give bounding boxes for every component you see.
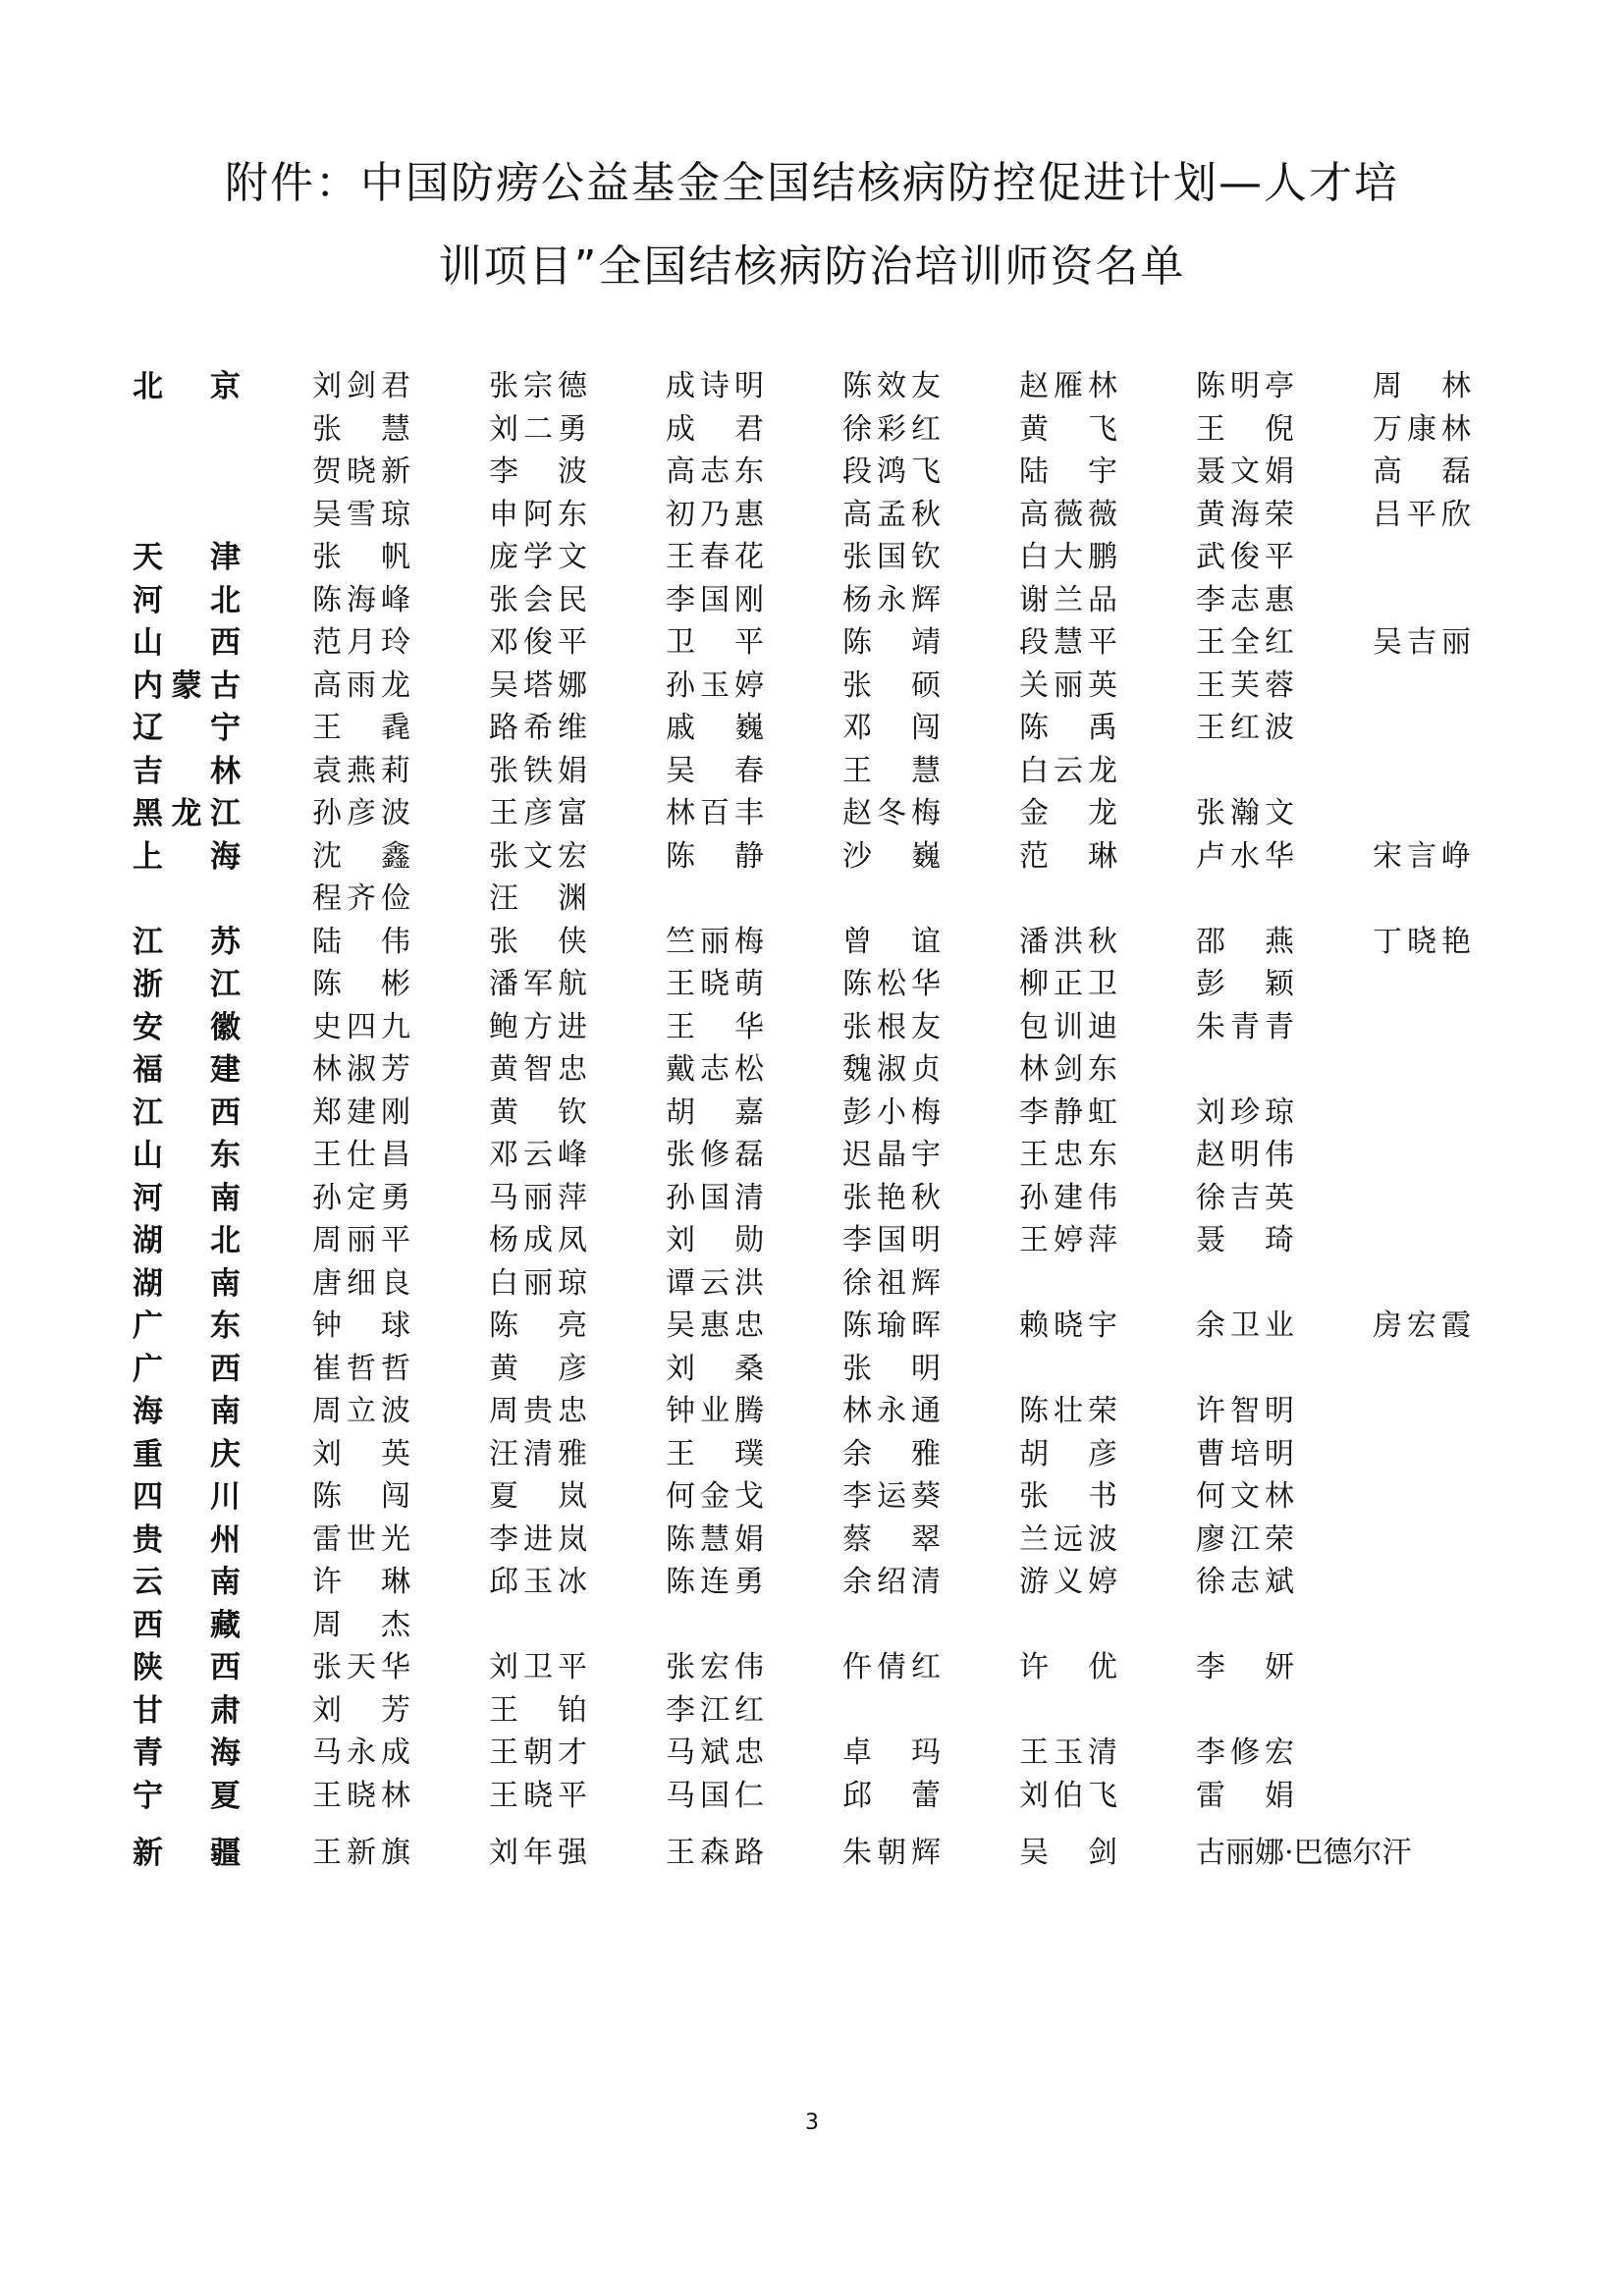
trainer-name: 王慧 (842, 753, 941, 788)
trainer-name: 周贵忠 (489, 1394, 587, 1428)
trainer-name: 戴志松 (666, 1052, 764, 1087)
trainer-name: 胡嘉 (666, 1095, 764, 1130)
trainer-name: 廖江荣 (1196, 1522, 1294, 1557)
province-label: 广东 (133, 1308, 241, 1344)
trainer-name: 郑建刚 (312, 1095, 410, 1130)
trainer-name: 钟球 (312, 1308, 410, 1343)
trainer-name: 路希维 (489, 711, 587, 745)
roster-row (0, 1775, 1624, 1818)
roster-row (0, 451, 1624, 494)
trainer-name: 李修宏 (1196, 1735, 1294, 1770)
province-label: 湖南 (133, 1265, 241, 1302)
trainer-name: 陈连勇 (666, 1565, 764, 1599)
trainer-name: 吴雪琼 (312, 497, 410, 532)
trainer-name: 柳正卫 (1019, 967, 1117, 1001)
trainer-name: 初乃惠 (666, 497, 764, 532)
trainer-name: 王仕昌 (312, 1138, 410, 1172)
province-label: 安徽 (133, 1009, 241, 1045)
trainer-name: 刘芳 (312, 1692, 410, 1728)
province-label: 青海 (133, 1735, 241, 1771)
trainer-name: 宋言峥 (1373, 838, 1471, 874)
trainer-name: 高磊 (1373, 454, 1471, 489)
trainer-name: 张慧 (312, 411, 410, 447)
trainer-name: 刘珍琼 (1196, 1095, 1294, 1130)
province-label: 江苏 (133, 924, 241, 960)
trainer-name: 潘军航 (489, 967, 587, 1001)
trainer-name: 申阿东 (489, 497, 587, 532)
trainer-name: 许琳 (312, 1565, 410, 1599)
trainer-name: 邓闯 (842, 711, 941, 745)
roster-row (0, 365, 1624, 408)
trainer-name: 高雨龙 (312, 667, 410, 703)
trainer-name: 丁晓艳 (1373, 924, 1471, 959)
trainer-name: 王毳 (312, 711, 410, 745)
page-number: 3 (805, 2110, 819, 2135)
province-label: 吉林 (133, 753, 241, 789)
trainer-name: 余雅 (842, 1436, 941, 1471)
province-label: 湖北 (133, 1223, 241, 1258)
trainer-name: 张国钦 (842, 540, 941, 574)
trainer-name: 王芙蓉 (1196, 667, 1294, 703)
trainer-name: 袁燕莉 (312, 753, 410, 788)
trainer-name: 高薇薇 (1019, 497, 1117, 532)
trainer-name: 李静虹 (1019, 1095, 1117, 1130)
roster-row (0, 707, 1624, 750)
trainer-name: 李妍 (1196, 1650, 1294, 1684)
trainer-name: 马永成 (312, 1735, 410, 1770)
trainer-name: 陈禹 (1019, 711, 1117, 745)
trainer-name: 陈慧娟 (666, 1522, 764, 1557)
trainer-name: 史四九 (312, 1009, 410, 1044)
trainer-name: 彭小梅 (842, 1095, 941, 1130)
trainer-name: 赖晓宇 (1019, 1308, 1117, 1343)
trainer-name: 关丽英 (1019, 667, 1117, 703)
trainer-name: 陈明亭 (1196, 369, 1294, 403)
province-label: 陕西 (133, 1650, 241, 1685)
trainer-name: 刘二勇 (489, 411, 587, 447)
trainer-name: 张会民 (489, 582, 587, 617)
trainer-name: 吴吉丽 (1373, 625, 1471, 660)
province-label: 河南 (133, 1180, 241, 1216)
trainer-name: 沈鑫 (312, 838, 410, 874)
roster-row (0, 1177, 1624, 1220)
roster-row (0, 1832, 1624, 1875)
roster-row (0, 1475, 1624, 1519)
trainer-name: 陈海峰 (312, 582, 410, 617)
roster-row (0, 1604, 1624, 1647)
province-label: 上海 (133, 838, 241, 875)
province-label: 云南 (133, 1565, 241, 1600)
trainer-name: 林剑东 (1019, 1052, 1117, 1087)
trainer-name: 马丽萍 (489, 1180, 587, 1215)
trainer-name: 张明 (842, 1351, 941, 1386)
trainer-name: 谭云洪 (666, 1265, 764, 1301)
trainer-name: 张硕 (842, 667, 941, 703)
province-label: 四川 (133, 1479, 241, 1515)
trainer-name: 吴剑 (1019, 1836, 1117, 1870)
trainer-name: 王铂 (489, 1692, 587, 1728)
trainer-name: 汪渊 (489, 881, 587, 916)
roster-row (0, 1689, 1624, 1733)
trainer-name: 林永通 (842, 1394, 941, 1428)
trainer-name: 杨成凤 (489, 1223, 587, 1257)
province-label: 辽宁 (133, 711, 241, 746)
trainer-name: 周杰 (312, 1607, 410, 1642)
roster-row (0, 408, 1624, 452)
trainer-name: 白大鹏 (1019, 540, 1117, 574)
trainer-name: 邵燕 (1196, 924, 1294, 959)
trainer-name: 古丽娜·巴德尔汗 (1196, 1836, 1412, 1870)
trainer-name: 李波 (489, 454, 587, 489)
trainer-name: 邓俊平 (489, 625, 587, 660)
province-label: 广西 (133, 1351, 241, 1387)
roster-row (0, 1092, 1624, 1135)
trainer-name: 徐吉英 (1196, 1180, 1294, 1215)
trainer-name: 孙彦波 (312, 796, 410, 830)
roster-row (0, 1134, 1624, 1177)
trainer-name: 李江红 (666, 1692, 764, 1728)
trainer-name: 王晓林 (312, 1778, 410, 1813)
trainer-name: 林淑芳 (312, 1052, 410, 1087)
trainer-name: 卢水华 (1196, 838, 1294, 874)
trainer-name: 黄海荣 (1196, 497, 1294, 532)
trainer-name: 黄智忠 (489, 1052, 587, 1087)
roster-row (0, 494, 1624, 537)
province-label: 新疆 (133, 1836, 241, 1871)
province-label: 山西 (133, 625, 241, 661)
trainer-name: 陈亮 (489, 1308, 587, 1343)
roster-row (0, 792, 1624, 835)
trainer-name: 余卫业 (1196, 1308, 1294, 1343)
trainer-name: 张帆 (312, 540, 410, 574)
trainer-name: 包训迪 (1019, 1009, 1117, 1044)
trainer-name: 崔哲哲 (312, 1351, 410, 1386)
province-label: 重庆 (133, 1436, 241, 1472)
trainer-name: 兰远波 (1019, 1522, 1117, 1557)
trainer-name: 吴惠忠 (666, 1308, 764, 1343)
trainer-name: 孙定勇 (312, 1180, 410, 1215)
trainer-name: 杨永辉 (842, 582, 941, 617)
trainer-name: 刘勋 (666, 1223, 764, 1257)
trainer-name: 张书 (1019, 1479, 1117, 1514)
trainer-name: 王晓平 (489, 1778, 587, 1813)
trainer-name: 陆伟 (312, 924, 410, 959)
trainer-name: 邱玉冰 (489, 1565, 587, 1599)
document-title-line-1: 附件：中国防痨公益基金全国结核病防控促进计划—人才培 (225, 158, 1399, 208)
trainer-name: 万康林 (1373, 411, 1471, 447)
trainer-name: 王新旗 (312, 1836, 410, 1870)
trainer-name: 白丽琼 (489, 1265, 587, 1301)
trainer-name: 张铁娟 (489, 753, 587, 788)
trainer-name: 张艳秋 (842, 1180, 941, 1215)
trainer-name: 王全红 (1196, 625, 1294, 660)
roster-row (0, 1390, 1624, 1433)
trainer-name: 邱蕾 (842, 1778, 941, 1813)
trainer-name: 赵冬梅 (842, 796, 941, 830)
trainer-name: 鲍方进 (489, 1009, 587, 1044)
roster-row (0, 579, 1624, 622)
province-label: 山东 (133, 1138, 241, 1173)
trainer-name: 周丽平 (312, 1223, 410, 1257)
trainer-name: 雷世光 (312, 1522, 410, 1557)
trainer-name: 王玉清 (1019, 1735, 1117, 1770)
trainer-name: 卫平 (666, 625, 764, 660)
trainer-name: 武俊平 (1196, 540, 1294, 574)
trainer-name: 徐彩红 (842, 411, 941, 447)
trainer-name: 沙巍 (842, 838, 941, 874)
roster-row (0, 1348, 1624, 1391)
province-label: 贵州 (133, 1522, 241, 1558)
roster-row (0, 878, 1624, 921)
trainer-name: 王华 (666, 1009, 764, 1044)
roster-row (0, 1048, 1624, 1092)
province-label: 浙江 (133, 967, 241, 1002)
trainer-name: 李运葵 (842, 1479, 941, 1514)
trainer-name: 唐细良 (312, 1265, 410, 1301)
trainer-name: 谢兰品 (1019, 582, 1117, 617)
trainer-name: 迟晶宇 (842, 1138, 941, 1172)
trainer-name: 卓玛 (842, 1735, 941, 1770)
trainer-name: 陈静 (666, 838, 764, 874)
trainer-name: 张根友 (842, 1009, 941, 1044)
trainer-name: 李志惠 (1196, 582, 1294, 617)
trainer-name: 黄飞 (1019, 411, 1117, 447)
trainer-name: 徐祖辉 (842, 1265, 941, 1301)
trainer-name: 马斌忠 (666, 1735, 764, 1770)
roster-row (0, 835, 1624, 879)
trainer-name: 聂文娟 (1196, 454, 1294, 489)
roster-row (0, 963, 1624, 1006)
trainer-name: 张修磊 (666, 1138, 764, 1172)
trainer-name: 王春花 (666, 540, 764, 574)
trainer-name: 段鸿飞 (842, 454, 941, 489)
trainer-name: 范琳 (1019, 838, 1117, 874)
trainer-name: 高孟秋 (842, 497, 941, 532)
trainer-name: 蔡翠 (842, 1522, 941, 1557)
trainer-name: 张宏伟 (666, 1650, 764, 1684)
trainer-name: 范月玲 (312, 625, 410, 660)
province-label: 甘肃 (133, 1692, 241, 1729)
trainer-name: 朱青青 (1196, 1009, 1294, 1044)
roster-row (0, 665, 1624, 708)
trainer-name: 朱朝辉 (842, 1836, 941, 1870)
trainer-name: 游义婷 (1019, 1565, 1117, 1599)
roster-row (0, 921, 1624, 964)
roster-row (0, 1646, 1624, 1689)
trainer-name: 周林 (1373, 369, 1471, 403)
trainer-name: 许智明 (1196, 1394, 1294, 1428)
trainer-name: 汪清雅 (489, 1436, 587, 1471)
trainer-name: 夏岚 (489, 1479, 587, 1514)
roster-row (0, 1262, 1624, 1306)
trainer-name: 何文林 (1196, 1479, 1294, 1514)
trainer-name: 吴春 (666, 753, 764, 788)
trainer-name: 刘英 (312, 1436, 410, 1471)
roster-row (0, 1006, 1624, 1049)
province-label: 宁夏 (133, 1778, 241, 1814)
roster-row (0, 1219, 1624, 1262)
trainer-name: 陈效友 (842, 369, 941, 403)
trainer-name: 马国仁 (666, 1778, 764, 1813)
trainer-name: 王红波 (1196, 711, 1294, 745)
trainer-name: 王彦富 (489, 796, 587, 830)
trainer-name: 张天华 (312, 1650, 410, 1684)
trainer-name: 雷娟 (1196, 1778, 1294, 1813)
province-label: 黑龙江 (133, 796, 241, 831)
trainer-name: 金龙 (1019, 796, 1117, 830)
trainer-name: 张宗德 (489, 369, 587, 403)
trainer-name: 彭颖 (1196, 967, 1294, 1001)
trainer-name: 何金戈 (666, 1479, 764, 1514)
trainer-name: 邓云峰 (489, 1138, 587, 1172)
trainer-name: 陈壮荣 (1019, 1394, 1117, 1428)
trainer-name: 成君 (666, 411, 764, 447)
roster-row (0, 1433, 1624, 1476)
trainer-name: 孙玉婷 (666, 667, 764, 703)
trainer-name: 周立波 (312, 1394, 410, 1428)
roster-row (0, 536, 1624, 579)
roster-row (0, 1519, 1624, 1562)
province-label: 西藏 (133, 1607, 241, 1643)
trainer-name: 段慧平 (1019, 625, 1117, 660)
trainer-name: 赵明伟 (1196, 1138, 1294, 1172)
trainer-name: 陈瑜晖 (842, 1308, 941, 1343)
trainer-name: 程齐俭 (312, 881, 410, 916)
trainer-name: 刘年强 (489, 1836, 587, 1870)
trainer-name: 刘伯飞 (1019, 1778, 1117, 1813)
trainer-name: 孙国清 (666, 1180, 764, 1215)
trainer-name: 刘剑君 (312, 369, 410, 403)
trainer-name: 张文宏 (489, 838, 587, 874)
trainer-name: 高志东 (666, 454, 764, 489)
trainer-name: 曹培明 (1196, 1436, 1294, 1471)
trainer-name: 徐志斌 (1196, 1565, 1294, 1599)
roster-row (0, 1732, 1624, 1775)
trainer-name: 张侠 (489, 924, 587, 959)
roster-row (0, 750, 1624, 793)
province-label: 北京 (133, 369, 241, 404)
trainer-name: 戚巍 (666, 711, 764, 745)
trainer-name: 陈靖 (842, 625, 941, 660)
trainer-name: 李国刚 (666, 582, 764, 617)
trainer-name: 陈彬 (312, 967, 410, 1001)
trainer-name: 黄钦 (489, 1095, 587, 1130)
roster-row (0, 1305, 1624, 1348)
province-label: 天津 (133, 540, 241, 575)
trainer-name: 黄彦 (489, 1351, 587, 1386)
trainer-name: 刘桑 (666, 1351, 764, 1386)
trainer-name: 余绍清 (842, 1565, 941, 1599)
trainer-name: 房宏霞 (1373, 1308, 1471, 1343)
trainer-name: 庞学文 (489, 540, 587, 574)
trainer-name: 竺丽梅 (666, 924, 764, 959)
trainer-name: 孙建伟 (1019, 1180, 1117, 1215)
trainer-name: 王朝才 (489, 1735, 587, 1770)
trainer-name: 张瀚文 (1196, 796, 1294, 830)
trainer-name: 王忠东 (1019, 1138, 1117, 1172)
trainer-name: 王璞 (666, 1436, 764, 1471)
trainer-name: 赵雁林 (1019, 369, 1117, 403)
trainer-name: 聂琦 (1196, 1223, 1294, 1257)
document-title-line-2: 训项目”全国结核病防治培训师资名单 (438, 241, 1186, 292)
trainer-name: 吴塔娜 (489, 667, 587, 703)
trainer-name: 仵倩红 (842, 1650, 941, 1684)
trainer-name: 王倪 (1196, 411, 1294, 447)
province-label: 江西 (133, 1095, 241, 1131)
trainer-name: 白云龙 (1019, 753, 1117, 788)
roster-row (0, 1561, 1624, 1604)
province-label: 内蒙古 (133, 667, 241, 704)
trainer-name: 陆宇 (1019, 454, 1117, 489)
trainer-name: 王森路 (666, 1836, 764, 1870)
trainer-name: 王婷萍 (1019, 1223, 1117, 1257)
province-label: 河北 (133, 582, 241, 618)
trainer-name: 钟业腾 (666, 1394, 764, 1428)
trainer-name: 陈松华 (842, 967, 941, 1001)
trainer-name: 魏淑贞 (842, 1052, 941, 1087)
trainer-name: 成诗明 (666, 369, 764, 403)
province-label: 福建 (133, 1052, 241, 1088)
trainer-name: 潘洪秋 (1019, 924, 1117, 959)
province-label: 海南 (133, 1394, 241, 1429)
trainer-name: 陈闯 (312, 1479, 410, 1514)
trainer-name: 胡彦 (1019, 1436, 1117, 1471)
trainer-name: 林百丰 (666, 796, 764, 830)
roster-row (0, 621, 1624, 665)
trainer-name: 曾谊 (842, 924, 941, 959)
trainer-name: 李国明 (842, 1223, 941, 1257)
trainer-name: 吕平欣 (1373, 497, 1471, 532)
trainer-name: 李进岚 (489, 1522, 587, 1557)
trainer-name: 刘卫平 (489, 1650, 587, 1684)
trainer-name: 贺晓新 (312, 454, 410, 489)
trainer-name: 许优 (1019, 1650, 1117, 1684)
trainer-name: 王晓萌 (666, 967, 764, 1001)
